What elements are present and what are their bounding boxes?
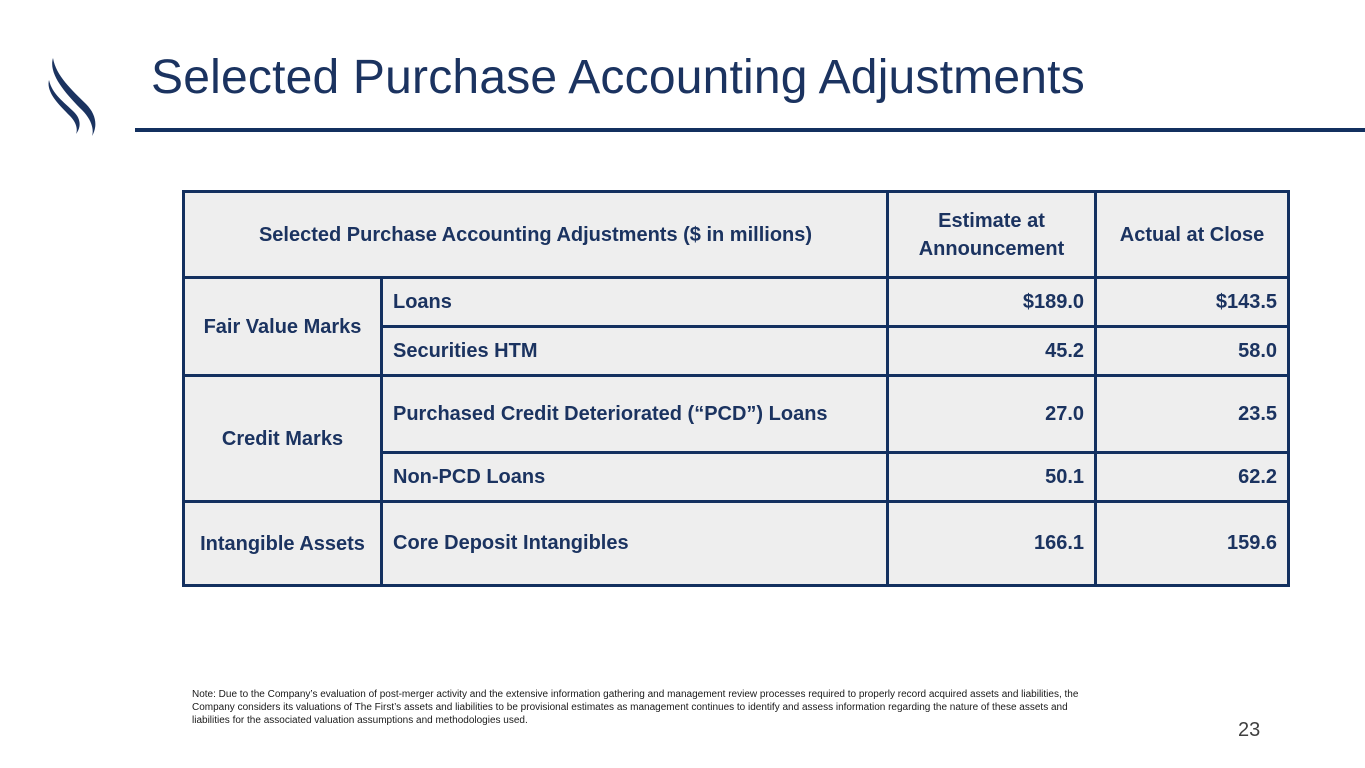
row-actual: 62.2	[1096, 453, 1289, 502]
page-title: Selected Purchase Accounting Adjustments	[151, 51, 1085, 104]
title-rule	[135, 128, 1365, 132]
row-estimate: 27.0	[888, 376, 1096, 453]
row-actual: 159.6	[1096, 502, 1289, 586]
row-item: Securities HTM	[382, 327, 888, 376]
table-row	[184, 278, 1289, 327]
table-row	[184, 502, 1289, 586]
row-item: Non-PCD Loans	[382, 453, 888, 502]
header-estimate: Estimate at Announcement	[888, 192, 1096, 278]
row-actual: 23.5	[1096, 376, 1289, 453]
row-item: Core Deposit Intangibles	[382, 502, 888, 586]
row-estimate: 166.1	[888, 502, 1096, 586]
row-estimate: $189.0	[888, 278, 1096, 327]
footnote: Note: Due to the Company’s evaluation of post-merger activity and the extensive information gathering and management review processes required to properly record acquired assets and liabilities, the Company considers its valuations of The First’s assets and liabilities to be provisional estimates as management continues to identify and assess information regarding the nature of these assets and liabilities for the associated valuation assumptions and methodologies used.	[192, 689, 1079, 726]
group-label: Fair Value Marks	[184, 278, 382, 376]
row-item: Purchased Credit Deteriorated (“PCD”) Loans	[382, 376, 888, 453]
row-estimate: 50.1	[888, 453, 1096, 502]
row-item: Loans	[382, 278, 888, 327]
header-actual: Actual at Close	[1096, 192, 1289, 278]
row-actual: 58.0	[1096, 327, 1289, 376]
swoosh-logo-icon	[44, 54, 104, 138]
table-header-row	[184, 192, 1289, 278]
group-label: Intangible Assets	[184, 502, 382, 586]
header-category: Selected Purchase Accounting Adjustments ($ in millions)	[184, 192, 888, 278]
adjustments-table	[182, 190, 1290, 587]
table-row	[184, 376, 1289, 453]
group-label: Credit Marks	[184, 376, 382, 502]
row-estimate: 45.2	[888, 327, 1096, 376]
row-actual: $143.5	[1096, 278, 1289, 327]
page-number: 23	[1238, 719, 1261, 741]
